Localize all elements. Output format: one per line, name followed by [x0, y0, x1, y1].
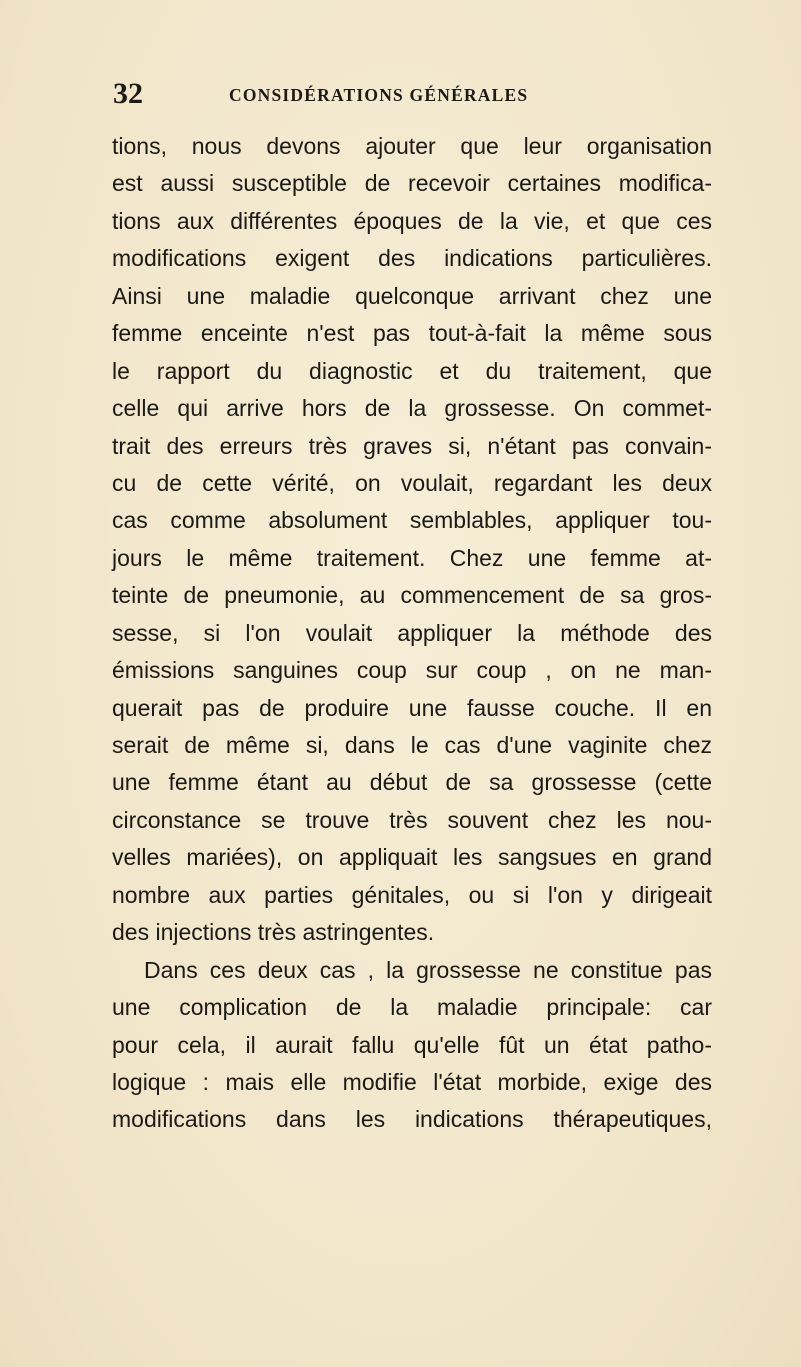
paragraph-start-line: Dans ces deux cas , la grossesse ne constitue pas [144, 956, 712, 983]
text-line: femme enceinte n'est pas tout-à-fait la même sous [112, 320, 712, 347]
text-line: modifications dans les indications thérapeutiques, [112, 1106, 712, 1133]
text-line: teinte de pneumonie, au commencement de sa gros- [112, 582, 712, 609]
paragraph-end-line: des injections très astringentes. [112, 919, 435, 946]
text-line: trait des erreurs très graves si, n'étant pas convain- [112, 432, 712, 459]
page-number: 32 [113, 77, 143, 110]
text-line: cu de cette vérité, on voulait, regardant les deux [112, 469, 712, 496]
text-line: Ainsi une maladie quelconque arrivant chez une [112, 282, 712, 309]
text-line: logique : mais elle modifie l'état morbide, exige des [112, 1068, 712, 1095]
text-line: querait pas de produire une fausse couche. Il en [112, 694, 712, 721]
text-line: sesse, si l'on voulait appliquer la méthode des [112, 619, 712, 646]
text-line: tions aux différentes époques de la vie, et que ces [112, 207, 712, 234]
text-line: serait de même si, dans le cas d'une vaginite chez [112, 732, 712, 758]
running-head: CONSIDÉRATIONS GÉNÉRALES [229, 85, 529, 105]
text-line: velles mariées), on appliquait les sangsues en grand [112, 844, 712, 871]
text-line: cas comme absolument semblables, appliquer tou- [112, 507, 712, 534]
text-line: une complication de la maladie principale: car [112, 994, 712, 1021]
text-line: est aussi susceptible de recevoir certaines modifica- [112, 170, 712, 197]
text-line: tions, nous devons ajouter que leur organisation [112, 133, 712, 159]
text-line: modifications exigent des indications particulières. [112, 245, 712, 272]
body-text [112, 128, 712, 1139]
text-line: circonstance se trouve très souvent chez les nou- [112, 806, 712, 833]
text-line: nombre aux parties génitales, ou si l'on y dirigeait [112, 881, 712, 908]
text-line: pour cela, il aurait fallu qu'elle fût un état patho- [112, 1031, 712, 1058]
text-line: une femme étant au début de sa grossesse (cette [112, 769, 712, 796]
text-line: émissions sanguines coup sur coup , on ne man- [112, 657, 712, 684]
text-line: le rapport du diagnostic et du traitement, que [112, 357, 712, 384]
text-line: celle qui arrive hors de la grossesse. On commet- [112, 395, 712, 422]
page-header [113, 74, 713, 114]
text-line: jours le même traitement. Chez une femme at- [112, 544, 712, 571]
